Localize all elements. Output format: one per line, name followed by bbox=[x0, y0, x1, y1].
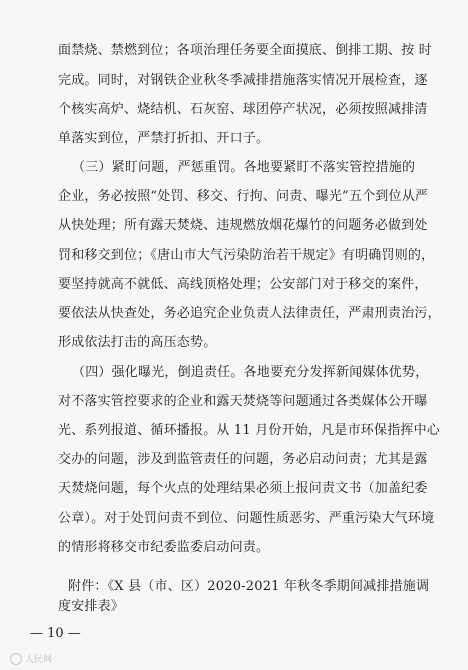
text-line: 完成。同时，对钢铁企业秋冬季减排措施落实情况开展检查，逐 bbox=[58, 73, 428, 88]
watermark bbox=[10, 652, 52, 665]
text-line: 单落实到位，严禁打折扣、开口子。 bbox=[58, 131, 270, 146]
text-line: 从快处理；所有露天焚烧、违规燃放烟花爆竹的问题务必做到处 bbox=[58, 218, 428, 233]
text-line: 企业，务必按照“处罚、移交、行拘、问责、曝光”五个到位从严 bbox=[58, 189, 429, 204]
text-line: 面禁烧、禁燃到位；各项治理任务要全面摸底、倒排工期、按 时 bbox=[58, 43, 432, 58]
text-line: 公章）。对于处罚问责不到位、问题性质恶劣、严重污染大气环境 bbox=[58, 511, 435, 526]
page-number: — 10 — bbox=[30, 626, 81, 641]
section-heading-line: （三）紧盯问题，严惩重罚。各地要紧盯不落实管控措施的 bbox=[72, 160, 416, 175]
watermark-logo-icon bbox=[10, 653, 22, 665]
text-line: 的情形将移交市纪委监委启动问责。 bbox=[58, 540, 270, 555]
text-line: 要依法从快查处，务必追究企业负责人法律责任，严肃刑责治污， bbox=[58, 306, 441, 321]
watermark-text: 人民网 bbox=[25, 655, 53, 665]
text-line: 交办的问题，涉及到监管责任的问题，务必启动问责；尤其是露 bbox=[58, 452, 428, 467]
text-line: 个核实高炉、烧结机、石灰窑、球团停产状况，必须按照减排清 bbox=[58, 102, 428, 117]
attachment-line: 附件：《X 县（市、区）2020-2021 年秋冬季期间减排措施调 bbox=[68, 579, 430, 594]
text-line: 要坚持就高不就低、高线顶格处理；公安部门对于移交的案件， bbox=[58, 277, 428, 292]
section-heading-line: （四）强化曝光，倒追责任。各地要充分发挥新闻媒体优势， bbox=[72, 365, 429, 380]
text-line: 光、系列报道、循环播报。从 11 月份开始，凡是市环保指挥中心 bbox=[58, 423, 441, 438]
text-line: 罚和移交到位；《唐山市大气污染防治若干规定》有明确罚则的， bbox=[58, 248, 435, 263]
attachment-line: 度安排表》 bbox=[58, 599, 125, 614]
text-line: 对不落实管控要求的企业和露天焚烧等问题通过各类媒体公开曝 bbox=[58, 394, 428, 409]
text-line: 天焚烧问题，每个火点的处理结果必须上报问责文书（加盖纪委 bbox=[58, 481, 428, 496]
text-line: 形成依法打击的高压态势。 bbox=[58, 335, 217, 350]
